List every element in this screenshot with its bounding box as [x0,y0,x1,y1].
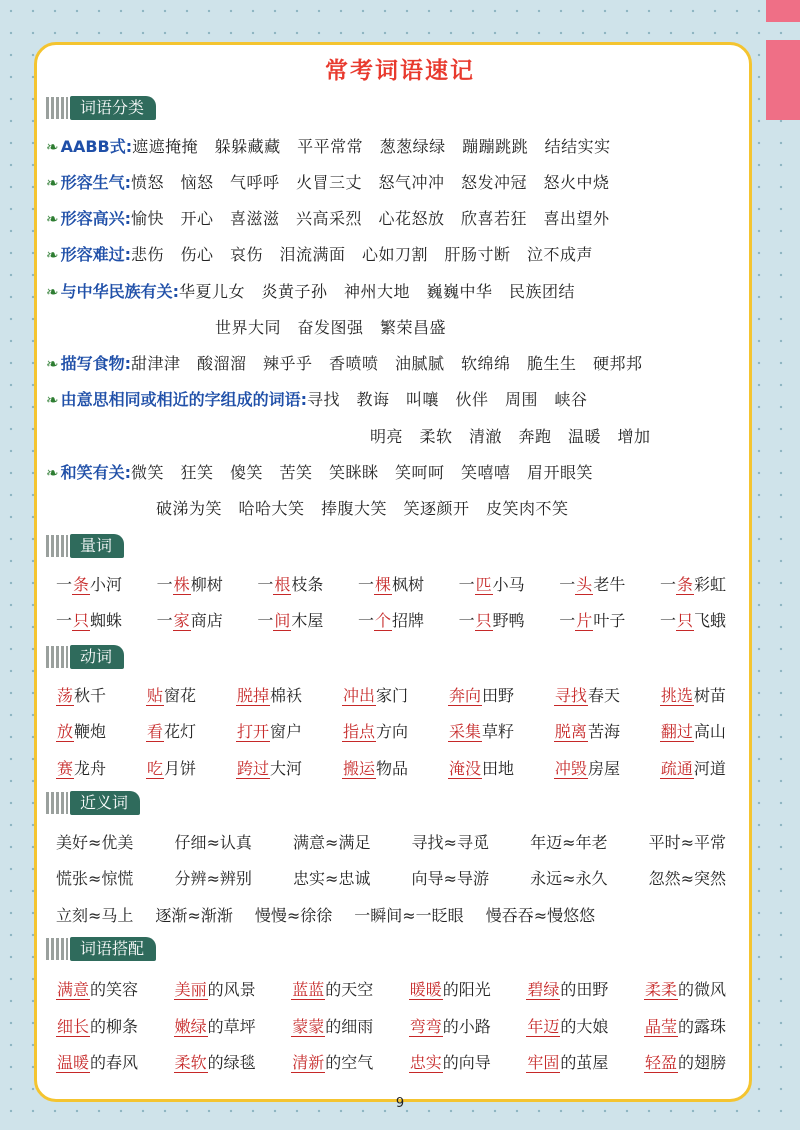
verb-item [146,719,196,742]
measure-word-item [459,572,525,595]
measure-word-prefix: 一 [458,611,475,630]
verb-rest: 河道 [693,759,726,778]
collocation-underlined: 嫩绿 [174,1017,207,1036]
measure-word-underlined: 家 [173,611,190,630]
verb-rest: 物品 [375,759,408,778]
verb-rest: 家门 [375,686,408,705]
verb-item [342,683,408,706]
measure-word-underlined: 只 [73,611,90,630]
collocation-underlined: 细长 [57,1017,90,1036]
measure-word-prefix: 一 [257,575,274,594]
verb-rest: 田野 [481,686,514,705]
measure-word-rest: 蜘蛛 [90,611,123,630]
measure-word-rest: 叶子 [593,611,626,630]
synonym-pair: 忠实≈忠诚 [293,869,371,888]
verb-rest: 方向 [375,722,408,741]
verb-item [146,756,196,779]
collocation-item [526,1050,608,1073]
measure-word-item [358,572,424,595]
verb-underlined: 淹没 [448,759,481,778]
verb-rest: 龙舟 [74,759,107,778]
collocation-underlined: 牢固 [527,1053,560,1072]
verb-rest: 草籽 [481,722,514,741]
category-label: 形容难过: [60,245,131,264]
collocation-item [409,1050,491,1073]
verb-item [448,756,514,779]
collocation-item [644,977,726,1000]
category-label: 形容生气: [60,173,131,192]
collocation-item [291,1014,373,1037]
page-title: 常考词语速记 [325,58,475,84]
collocation-underlined: 满意 [57,980,90,999]
synonym-pair: 慌张≈惊慌 [56,869,134,888]
measure-word-prefix: 一 [559,611,576,630]
measure-word-rest: 招牌 [392,611,425,630]
measure-word-prefix: 一 [156,575,173,594]
collocation-item [291,1050,373,1073]
section-header-verbs [46,645,124,669]
measure-word-prefix: 一 [357,575,374,594]
verb-underlined: 看 [146,722,163,741]
measure-word-underlined: 棵 [374,575,391,594]
measure-word-underlined: 头 [576,575,593,594]
page-number: 9 [395,1096,405,1111]
measure-word-row [56,572,726,595]
synonym-pair: 永远≈永久 [530,869,608,888]
verb-item [660,719,726,742]
collocation-underlined: 蒙蒙 [292,1017,325,1036]
stripes-icon [46,792,68,814]
synonym-pair: 仔细≈认真 [174,833,252,852]
verb-row [56,719,726,742]
measure-word-item [56,608,122,631]
measure-word-prefix: 一 [56,611,73,630]
measure-word-underlined: 间 [274,611,291,630]
measure-word-item [660,572,726,595]
synonym-pair: 慢吞吞≈慢悠悠 [485,906,596,925]
category-label: 由意思相同或相近的字组成的词语: [60,390,307,409]
measure-word-rest: 小河 [90,575,123,594]
collocation-underlined: 暖暖 [409,980,442,999]
measure-word-item [459,608,525,631]
verb-rest: 花灯 [164,722,197,741]
verb-underlined: 跨过 [236,759,269,778]
leaf-icon: ❧ [46,283,59,301]
collocation-rest: 的笑容 [90,980,139,999]
synonym-pair: 慢慢≈徐徐 [254,906,333,925]
verb-item [342,756,408,779]
leaf-icon: ❧ [46,391,59,409]
collocation-underlined: 柔软 [174,1053,207,1072]
collocation-rest: 的田野 [560,980,609,999]
verb-item [448,683,514,706]
collocation-rest: 的微风 [677,980,726,999]
measure-word-prefix: 一 [56,575,73,594]
classification-row [46,170,610,193]
collocation-underlined: 晶莹 [644,1017,677,1036]
collocation-item [174,977,256,1000]
collocation-item [56,1014,138,1037]
measure-word-item [157,572,223,595]
collocation-item [56,977,138,1000]
synonym-row [56,866,726,889]
verb-underlined: 采集 [448,722,481,741]
measure-word-prefix: 一 [357,611,374,630]
measure-word-underlined: 条 [676,575,693,594]
classification-row [46,387,588,410]
synonym-pair: 年迈≈年老 [530,833,608,852]
collocation-underlined: 碧绿 [527,980,560,999]
stripes-icon [46,97,68,119]
decorative-corner-tab-top [766,0,800,22]
verb-underlined: 搬运 [342,759,375,778]
collocation-underlined: 弯弯 [409,1017,442,1036]
verb-rest: 春天 [587,686,620,705]
category-words-continued: 明亮 柔软 清澈 奔跑 温暖 增加 [370,427,651,446]
measure-word-prefix: 一 [458,575,475,594]
verb-rest: 苦海 [587,722,620,741]
measure-word-underlined: 只 [475,611,492,630]
verb-underlined: 寻找 [554,686,587,705]
measure-word-rest: 商店 [190,611,223,630]
synonym-pair: 分辨≈辨别 [174,869,252,888]
category-label: 形容高兴: [60,209,131,228]
measure-word-prefix: 一 [659,575,676,594]
collocation-underlined: 美丽 [174,980,207,999]
collocation-rest: 的露珠 [677,1017,726,1036]
verb-item [236,719,302,742]
collocation-rest: 的向导 [442,1053,491,1072]
synonym-pair: 满意≈满足 [293,833,371,852]
measure-word-item [358,608,424,631]
classification-row [46,134,611,157]
verb-underlined: 奔向 [448,686,481,705]
category-words: 甜津津 酸溜溜 辣乎乎 香喷喷 油腻腻 软绵绵 脆生生 硬邦邦 [130,354,643,373]
category-words: 华夏儿女 炎黄子孙 神州大地 巍巍中华 民族团结 [178,282,575,301]
measure-word-underlined: 匹 [475,575,492,594]
verb-underlined: 吃 [146,759,163,778]
classification-row [46,279,575,302]
measure-word-rest: 彩虹 [693,575,726,594]
verb-item [56,683,106,706]
measure-word-rest: 小马 [492,575,525,594]
synonym-pair: 平时≈平常 [648,833,726,852]
measure-word-item [257,608,323,631]
leaf-icon: ❧ [46,464,59,482]
leaf-icon: ❧ [46,246,59,264]
leaf-icon: ❧ [46,210,59,228]
category-label: 和笑有关: [60,463,131,482]
collocation-item [56,1050,138,1073]
verb-item [554,683,620,706]
measure-word-rest: 老牛 [593,575,626,594]
collocation-underlined: 年迈 [527,1017,560,1036]
synonym-pair: 立刻≈马上 [56,906,134,925]
category-words: 遮遮掩掩 躲躲藏藏 平平常常 葱葱绿绿 蹦蹦跳跳 结结实实 [132,137,611,156]
verb-item [448,719,514,742]
collocation-rest: 的翅膀 [677,1053,726,1072]
verb-underlined: 疏通 [660,759,693,778]
verb-item [554,756,620,779]
section-header-classification [46,96,156,120]
verb-item [342,719,408,742]
stripes-icon [46,535,68,557]
collocation-underlined: 柔柔 [644,980,677,999]
collocation-rest: 的大娘 [560,1017,609,1036]
measure-word-prefix: 一 [659,611,676,630]
verb-underlined: 脱离 [554,722,587,741]
measure-word-underlined: 片 [576,611,593,630]
verb-item [660,683,726,706]
leaf-icon: ❧ [46,138,59,156]
collocation-row [56,977,726,1000]
classification-row [46,351,643,374]
synonym-pair: 逐渐≈渐渐 [155,906,233,925]
classification-row [46,206,610,229]
verb-rest: 树苗 [693,686,726,705]
verb-rest: 房屋 [587,759,620,778]
verb-underlined: 脱掉 [236,686,269,705]
section-title: 量词 [70,534,124,558]
verb-item [554,719,620,742]
measure-word-underlined: 个 [374,611,391,630]
measure-word-rest: 枝条 [291,575,324,594]
collocation-rest: 的茧屋 [560,1053,609,1072]
measure-word-underlined: 根 [274,575,291,594]
collocation-underlined: 蓝蓝 [292,980,325,999]
synonym-pair: 寻找≈寻觅 [411,833,489,852]
collocation-rest: 的春风 [90,1053,139,1072]
section-title: 词语搭配 [70,937,156,961]
measure-word-item [157,608,223,631]
section-header-measure-words [46,534,124,558]
collocation-underlined: 清新 [292,1053,325,1072]
collocation-rest: 的柳条 [90,1017,139,1036]
category-words-continued: 世界大同 奋发图强 繁荣昌盛 [215,318,447,337]
category-words: 寻找 教诲 叫嚷 伙伴 周围 峡谷 [306,390,588,409]
measure-word-rest: 木屋 [291,611,324,630]
collocation-item [174,1050,256,1073]
category-words: 愉快 开心 喜滋滋 兴高采烈 心花怒放 欣喜若狂 喜出望外 [130,209,610,228]
measure-word-prefix: 一 [156,611,173,630]
classification-row [46,460,593,483]
synonym-pair: 忽然≈突然 [648,869,726,888]
section-title: 词语分类 [70,96,156,120]
verb-underlined: 贴 [146,686,163,705]
section-title: 动词 [70,645,124,669]
classification-row [46,242,593,265]
measure-word-underlined: 只 [676,611,693,630]
collocation-item [409,1014,491,1037]
category-label: AABB式: [60,137,133,156]
collocation-item [526,977,608,1000]
measure-word-rest: 野鸭 [492,611,525,630]
measure-word-item [257,572,323,595]
collocation-item [409,977,491,1000]
verb-underlined: 打开 [236,722,269,741]
collocation-row [56,1050,726,1073]
measure-word-prefix: 一 [257,611,274,630]
verb-rest: 窗花 [164,686,197,705]
category-label: 描写食物: [60,354,131,373]
collocation-item [291,977,373,1000]
verb-rest: 秋千 [74,686,107,705]
collocation-item [526,1014,608,1037]
synonym-pair: 向导≈导游 [411,869,489,888]
verb-rest: 棉袄 [269,686,302,705]
measure-word-rest: 枫树 [392,575,425,594]
synonym-pair: 美好≈优美 [56,833,134,852]
collocation-item [644,1014,726,1037]
leaf-icon: ❧ [46,355,59,373]
collocation-underlined: 温暖 [57,1053,90,1072]
collocation-item [174,1014,256,1037]
collocation-rest: 的绿毯 [207,1053,256,1072]
verb-underlined: 冲毁 [554,759,587,778]
collocation-rest: 的细雨 [325,1017,374,1036]
stripes-icon [46,938,68,960]
collocation-rest: 的风景 [207,980,256,999]
section-header-collocations [46,937,156,961]
measure-word-item [559,572,625,595]
collocation-underlined: 轻盈 [644,1053,677,1072]
verb-item [146,683,196,706]
category-words: 微笑 狂笑 傻笑 苦笑 笑眯眯 笑呵呵 笑嘻嘻 眉开眼笑 [130,463,593,482]
category-label: 与中华民族有关: [60,282,179,301]
verb-underlined: 放 [57,722,74,741]
category-words: 愤怒 恼怒 气呼呼 火冒三丈 怒气冲冲 怒发冲冠 怒火中烧 [130,173,610,192]
verb-item [56,719,106,742]
measure-word-rest: 柳树 [190,575,223,594]
measure-word-item [559,608,625,631]
verb-row [56,683,726,706]
collocation-rest: 的草坪 [207,1017,256,1036]
stripes-icon [46,646,68,668]
synonym-row [56,830,726,853]
verb-rest: 月饼 [164,759,197,778]
leaf-icon: ❧ [46,174,59,192]
verb-rest: 田地 [481,759,514,778]
collocation-rest: 的空气 [325,1053,374,1072]
measure-word-row [56,608,726,631]
verb-rest: 高山 [693,722,726,741]
category-words-continued: 破涕为笑 哈哈大笑 捧腹大笑 笑逐颜开 皮笑肉不笑 [156,499,569,518]
verb-rest: 窗户 [269,722,302,741]
collocation-rest: 的小路 [442,1017,491,1036]
collocation-item [644,1050,726,1073]
measure-word-prefix: 一 [559,575,576,594]
verb-underlined: 冲出 [342,686,375,705]
verb-underlined: 指点 [342,722,375,741]
section-title: 近义词 [70,791,140,815]
verb-rest: 大河 [269,759,302,778]
measure-word-underlined: 条 [73,575,90,594]
verb-item [236,756,302,779]
synonym-row [56,903,726,926]
measure-word-item [660,608,726,631]
verb-item [56,756,106,779]
collocation-rest: 的天空 [325,980,374,999]
verb-underlined: 挑选 [660,686,693,705]
verb-underlined: 荡 [57,686,74,705]
verb-item [236,683,302,706]
section-header-synonyms [46,791,140,815]
measure-word-item [56,572,122,595]
measure-word-underlined: 株 [173,575,190,594]
verb-row [56,756,726,779]
measure-word-rest: 飞蛾 [693,611,726,630]
collocation-underlined: 忠实 [409,1053,442,1072]
verb-rest: 鞭炮 [74,722,107,741]
synonym-pair: 一瞬间≈一眨眼 [354,906,464,925]
category-words: 悲伤 伤心 哀伤 泪流满面 心如刀割 肝肠寸断 泣不成声 [130,245,593,264]
verb-underlined: 翻过 [660,722,693,741]
verb-underlined: 赛 [57,759,74,778]
verb-item [660,756,726,779]
collocation-row [56,1014,726,1037]
collocation-rest: 的阳光 [442,980,491,999]
